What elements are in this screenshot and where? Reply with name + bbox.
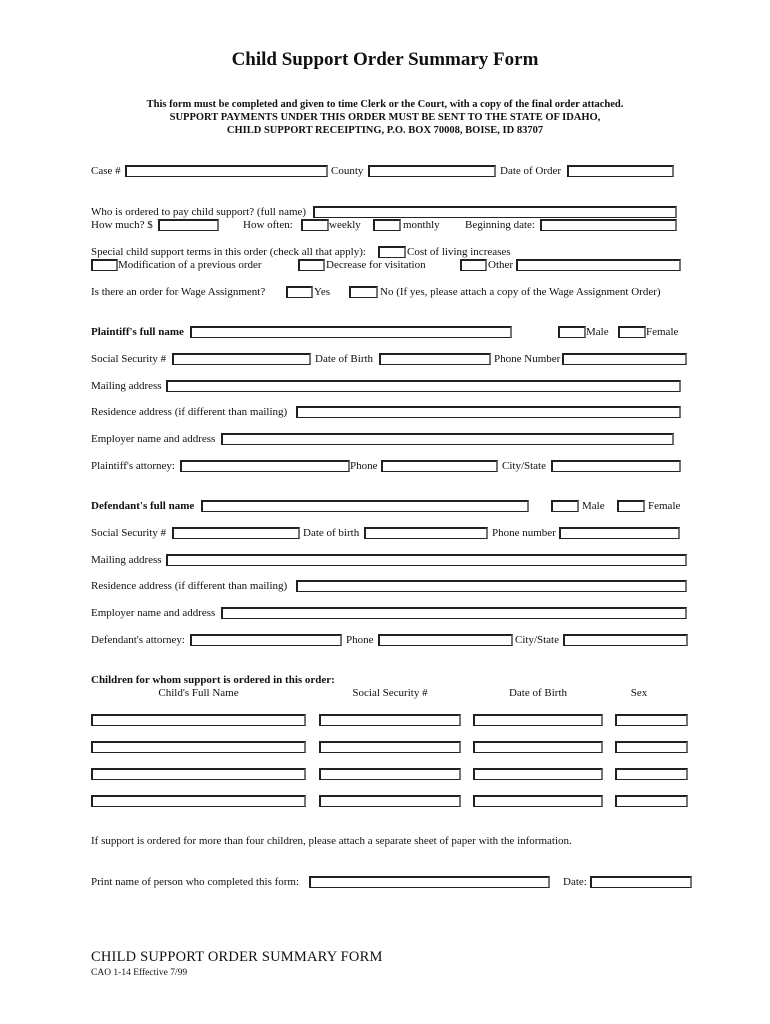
completion-date-field[interactable] — [590, 876, 692, 888]
cost-of-living-check-field[interactable] — [378, 246, 406, 258]
print-name-label: Print name of person who completed this form: — [91, 876, 300, 888]
plaintiff-employer-field[interactable] — [221, 433, 674, 445]
beginning-date-field[interactable] — [540, 219, 677, 231]
completion-date-label: Date: — [563, 876, 587, 888]
child-2-ssn-field[interactable] — [319, 741, 461, 753]
plaintiff-dob-label: Date of Birth — [315, 353, 374, 365]
child-4-name-field[interactable] — [91, 795, 306, 807]
child-1-dob-field[interactable] — [473, 714, 603, 726]
defendant-attorney-phone-field[interactable] — [378, 634, 513, 646]
notice-line-1: This form must be completed and given to time Clerk or the Court, with a copy of the final order attached. — [146, 99, 624, 110]
wage-no-check-field[interactable] — [349, 286, 378, 298]
plaintiff-employer-label: Employer name and address — [91, 433, 216, 445]
footer-title: CHILD SUPPORT ORDER SUMMARY FORM — [91, 949, 383, 965]
more-children-note: If support is ordered for more than four children, please attach a separate sheet of paper with the information. — [91, 835, 572, 847]
defendant-name-label: Defendant's full name — [91, 500, 195, 512]
notice-line-3: CHILD SUPPORT RECEIPTING, P.O. BOX 70008, BOISE, ID 83707 — [226, 125, 544, 136]
date-of-order-label: Date of Order — [500, 165, 562, 177]
child-4-dob-field[interactable] — [473, 795, 603, 807]
defendant-phone-field[interactable] — [559, 527, 680, 539]
date-of-order-field[interactable] — [567, 165, 674, 177]
plaintiff-female-label: Female — [646, 326, 679, 338]
defendant-residence-field[interactable] — [296, 580, 687, 592]
defendant-dob-label: Date of birth — [303, 527, 360, 539]
wage-yes-label: Yes — [314, 286, 331, 298]
plaintiff-mailing-field[interactable] — [166, 380, 681, 392]
plaintiff-name-field[interactable] — [190, 326, 512, 338]
defendant-employer-field[interactable] — [221, 607, 687, 619]
monthly-label: monthly — [403, 219, 440, 231]
other-check-field[interactable] — [460, 259, 487, 271]
child-3-ssn-field[interactable] — [319, 768, 461, 780]
county-label: County — [331, 165, 364, 177]
child-2-sex-field[interactable] — [615, 741, 688, 753]
monthly-check-field[interactable] — [373, 219, 401, 231]
plaintiff-attorney-phone-field[interactable] — [381, 460, 498, 472]
how-often-label: How often: — [243, 219, 293, 231]
wage-assignment-label: Is there an order for Wage Assignment? — [91, 286, 266, 298]
defendant-name-field[interactable] — [201, 500, 529, 512]
plaintiff-residence-field[interactable] — [296, 406, 681, 418]
defendant-male-label: Male — [582, 500, 605, 512]
plaintiff-city-state-label: City/State — [502, 460, 546, 472]
plaintiff-ssn-field[interactable] — [172, 353, 311, 365]
weekly-label: weekly — [329, 219, 361, 231]
defendant-employer-label: Employer name and address — [91, 607, 216, 619]
plaintiff-residence-label: Residence address (if different than mailing) — [91, 406, 288, 418]
beginning-date-label: Beginning date: — [465, 219, 535, 231]
defendant-female-label: Female — [648, 500, 681, 512]
notice-line-2: SUPPORT PAYMENTS UNDER THIS ORDER MUST BE SENT TO THE STATE OF IDAHO, — [169, 112, 601, 123]
plaintiff-city-state-field[interactable] — [551, 460, 681, 472]
plaintiff-dob-field[interactable] — [379, 353, 491, 365]
plaintiff-mailing-label: Mailing address — [91, 380, 162, 392]
plaintiff-attorney-field[interactable] — [180, 460, 350, 472]
special-terms-label: Special child support terms in this order (check all that apply): — [91, 246, 366, 258]
wage-no-label: No (If yes, please attach a copy of the Wage Assignment Order) — [380, 286, 661, 298]
print-name-field[interactable] — [309, 876, 550, 888]
other-label: Other — [488, 259, 514, 271]
amount-field[interactable] — [158, 219, 219, 231]
defendant-female-check-field[interactable] — [617, 500, 645, 512]
plaintiff-phone-label: Phone Number — [494, 353, 561, 365]
children-col-name: Child's Full Name — [158, 687, 239, 699]
child-3-sex-field[interactable] — [615, 768, 688, 780]
defendant-residence-label: Residence address (if different than mailing) — [91, 580, 288, 592]
case-label: Case # — [91, 165, 121, 177]
defendant-city-state-field[interactable] — [563, 634, 688, 646]
child-4-sex-field[interactable] — [615, 795, 688, 807]
wage-yes-check-field[interactable] — [286, 286, 313, 298]
plaintiff-phone-field[interactable] — [562, 353, 687, 365]
defendant-male-check-field[interactable] — [551, 500, 579, 512]
payer-name-label: Who is ordered to pay child support? (full name) — [91, 206, 307, 218]
defendant-dob-field[interactable] — [364, 527, 488, 539]
child-4-ssn-field[interactable] — [319, 795, 461, 807]
county-field[interactable] — [368, 165, 496, 177]
form-title: Child Support Order Summary Form — [231, 49, 539, 70]
plaintiff-male-label: Male — [586, 326, 609, 338]
plaintiff-name-label: Plaintiff's full name — [91, 326, 184, 338]
defendant-attorney-phone-label: Phone — [346, 634, 374, 646]
how-much-label: How much? $ — [91, 219, 153, 231]
plaintiff-male-check-field[interactable] — [558, 326, 586, 338]
children-col-dob: Date of Birth — [508, 687, 568, 699]
decrease-visitation-check-field[interactable] — [298, 259, 325, 271]
defendant-phone-label: Phone number — [492, 527, 556, 539]
defendant-ssn-label: Social Security # — [91, 527, 167, 539]
weekly-check-field[interactable] — [301, 219, 329, 231]
defendant-mailing-label: Mailing address — [91, 554, 162, 566]
defendant-city-state-label: City/State — [515, 634, 559, 646]
plaintiff-attorney-label: Plaintiff's attorney: — [91, 460, 175, 472]
children-col-sex: Sex — [630, 687, 648, 699]
defendant-attorney-field[interactable] — [190, 634, 342, 646]
plaintiff-female-check-field[interactable] — [618, 326, 646, 338]
plaintiff-attorney-phone-label: Phone — [350, 460, 378, 472]
footer-form-code: CAO 1-14 Effective 7/99 — [91, 968, 188, 978]
case-number-field[interactable] — [125, 165, 328, 177]
child-3-dob-field[interactable] — [473, 768, 603, 780]
payer-name-field[interactable] — [313, 206, 677, 218]
plaintiff-ssn-label: Social Security # — [91, 353, 167, 365]
other-terms-field[interactable] — [516, 259, 681, 271]
children-col-ssn: Social Security # — [352, 687, 428, 699]
child-2-dob-field[interactable] — [473, 741, 603, 753]
child-3-name-field[interactable] — [91, 768, 306, 780]
child-1-name-field[interactable] — [91, 714, 306, 726]
defendant-mailing-field[interactable] — [166, 554, 687, 566]
modification-label: Modification of a previous order — [118, 259, 262, 271]
child-2-name-field[interactable] — [91, 741, 306, 753]
decrease-visitation-label: Decrease for visitation — [326, 259, 426, 271]
defendant-ssn-field[interactable] — [172, 527, 300, 539]
defendant-attorney-label: Defendant's attorney: — [91, 634, 185, 646]
cost-of-living-label: Cost of living increases — [407, 246, 511, 258]
children-heading: Children for whom support is ordered in this order: — [91, 674, 335, 686]
modification-check-field[interactable] — [91, 259, 118, 271]
child-1-sex-field[interactable] — [615, 714, 688, 726]
child-1-ssn-field[interactable] — [319, 714, 461, 726]
